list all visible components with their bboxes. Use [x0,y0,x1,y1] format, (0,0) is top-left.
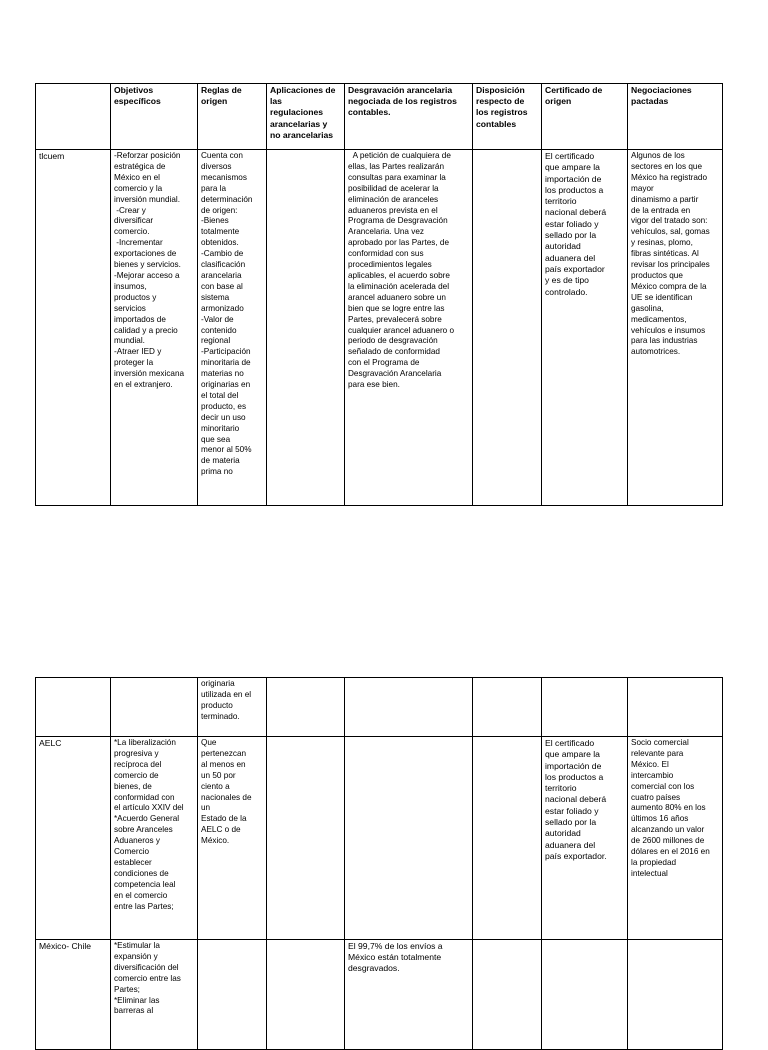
cell-aplicaciones [267,150,345,506]
header-desgravacion: Desgravación arancelaria negociada de los registros contables. [345,84,473,150]
treaty-table-2 [35,677,723,1050]
chile-name: México- Chile [36,940,111,1050]
cont-blank-7 [628,678,723,737]
chile-reglas [198,940,267,1050]
chile-objetivos: *Estimular la expansión y diversificación del comercio entre las Partes; *Eliminar las barreras al [111,940,198,1050]
cont-blank-1 [111,678,198,737]
cell-desgravacion: A petición de cualquiera de ellas, las Partes realizarán consultas para examinar la posibilidad de acelerar la eliminación de aranceles aduaneros prevista en el Programa de Desgravación Arancelaria. Una vez aprobado por las Partes, de conformidad con sus procedimientos legales aplicables, el acuerdo sobre la eliminación acelerada del arancel aduanero sobre un bien que se logre entre las Partes, prevalecerá sobre cualquier arancel aduanero o periodo de desgravación señalado de conformidad con el Programa de Desgravación Arancelaria para ese bien. [345,150,473,506]
header-disposicion: Disposición respecto de los registros contables [473,84,542,150]
aelc-disposicion [473,737,542,940]
chile-certificado [542,940,628,1050]
aelc-name: AELC [36,737,111,940]
row-name: tlcuem [36,150,111,506]
header-negociaciones: Negociaciones pactadas [628,84,723,150]
cont-blank-3 [267,678,345,737]
table-row [36,150,723,506]
header-blank [36,84,111,150]
aelc-desgravacion [345,737,473,940]
header-row [36,84,723,150]
table-row [36,737,723,940]
treaty-table-1 [35,83,723,506]
chile-disposicion [473,940,542,1050]
cell-certificado: El certificado que ampare la importación de los productos a territorio nacional deberá estar foliado y sellado por la autoridad aduanera del país exportador y es de tipo controlado. [542,150,628,506]
aelc-negociaciones: Socio comercial relevante para México. El intercambio comercial con los cuatro países aumento 80% en los últimos 16 años alcanzando un valor de 2600 millones de dólares en el 2016 en la propiedad intelectual [628,737,723,940]
table-row [36,940,723,1050]
header-certificado: Certificado de origen [542,84,628,150]
cell-reglas: Cuenta con diversos mecanismos para la determinación de origen: -Bienes totalmente obtenidos. -Cambio de clasificación arancelaria con base al sistema armonizado -Valor de contenido regional -Participación minoritaria de materias no originarias en el total del producto, es decir un uso minoritario que sea menor al 50% de materia prima no [198,150,267,506]
cell-objetivos: -Reforzar posición estratégica de México en el comercio y la inversión mundial. -Crear y diversificar comercio. -Incrementar exportaciones de bienes y servicios. -Mejorar acceso a insumos, productos y servicios importados de calidad y a precio mundial. -Atraer IED y proteger la inversión mexicana en el extranjero. [111,150,198,506]
cont-blank-0 [36,678,111,737]
cont-blank-4 [345,678,473,737]
chile-desgravacion: El 99,7% de los envíos a México están totalmente desgravados. [345,940,473,1050]
chile-negociaciones [628,940,723,1050]
cell-disposicion [473,150,542,506]
aelc-objetivos: *La liberalización progresiva y recíproca del comercio de bienes, de conformidad con el artículo XXIV del *Acuerdo General sobre Aranceles Aduaneros y Comercio establecer condiciones de competencia leal en el comercio entre las Partes; [111,737,198,940]
table-row [36,678,723,737]
header-aplicaciones: Aplicaciones de las regulaciones arancelarias y no arancelarias [267,84,345,150]
header-objetivos: Objetivos específicos [111,84,198,150]
cont-reglas: originaria utilizada en el producto terminado. [198,678,267,737]
cont-blank-6 [542,678,628,737]
header-reglas: Reglas de origen [198,84,267,150]
cont-blank-5 [473,678,542,737]
aelc-reglas: Que pertenezcan al menos en un 50 por ciento a nacionales de un Estado de la AELC o de México. [198,737,267,940]
aelc-aplicaciones [267,737,345,940]
cell-negociaciones: Algunos de los sectores en los que México ha registrado mayor dinamismo a partir de la entrada en vigor del tratado son: vehículos, sal, gomas y resinas, plomo, fibras sintéticas. Al revisar los principales productos que México compra de la UE se identifican gasolina, medicamentos, vehículos e insumos para las industrias automotrices. [628,150,723,506]
aelc-certificado: El certificado que ampare la importación de los productos a territorio nacional deberá estar foliado y sellado por la autoridad aduanera del país exportador. [542,737,628,940]
chile-aplicaciones [267,940,345,1050]
